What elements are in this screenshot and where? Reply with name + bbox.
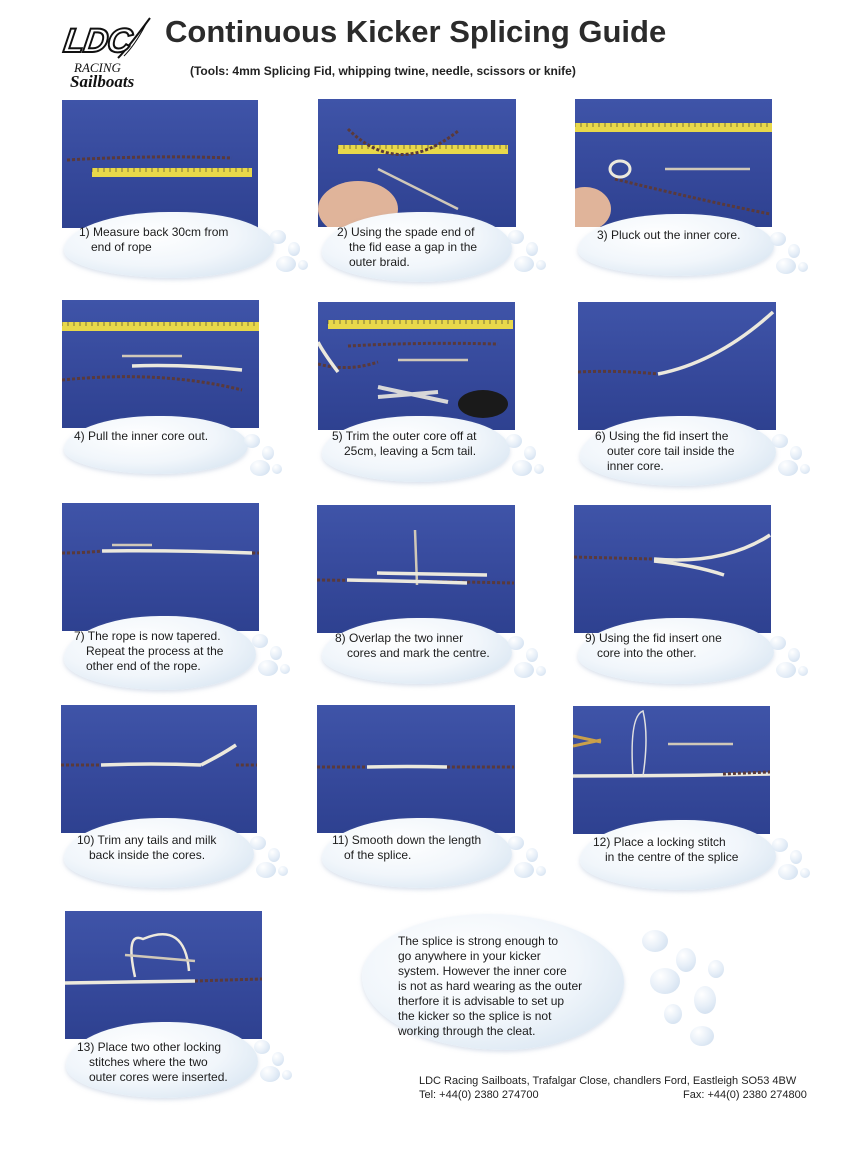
step-photo xyxy=(62,300,259,428)
droplet xyxy=(254,1040,270,1054)
caption-line: other end of the rope. xyxy=(86,659,201,673)
note-line: the kicker so the splice is not xyxy=(398,1009,552,1023)
step-photo xyxy=(65,911,262,1039)
caption-line: 6) Using the fid insert the xyxy=(595,429,729,443)
droplet xyxy=(282,1070,292,1080)
caption-line: 1) Measure back 30cm from xyxy=(79,225,229,239)
droplet xyxy=(536,260,546,270)
step-photo-icon xyxy=(575,99,772,227)
droplet xyxy=(526,848,538,862)
step-photo xyxy=(317,505,515,633)
droplet xyxy=(650,968,680,994)
droplet xyxy=(788,648,800,662)
caption-line: Repeat the process at the xyxy=(86,644,224,658)
caption-line: stitches where the two xyxy=(89,1055,208,1069)
droplet xyxy=(694,986,716,1014)
caption-line: in the centre of the splice xyxy=(605,850,739,864)
droplet xyxy=(514,256,534,272)
droplet xyxy=(536,866,546,876)
step-caption xyxy=(332,833,508,863)
step-caption xyxy=(79,225,270,255)
caption-line: 12) Place a locking stitch xyxy=(593,835,726,849)
step-photo xyxy=(318,99,516,227)
step-caption xyxy=(77,1040,254,1085)
step-photo xyxy=(575,99,772,227)
droplet xyxy=(260,1066,280,1082)
caption-line: inner core. xyxy=(607,459,664,473)
tools-list: (Tools: 4mm Splicing Fid, whipping twine, needle, scissors or knife) xyxy=(190,64,576,78)
caption-line: cores and mark the centre. xyxy=(347,646,490,660)
caption-line: of the splice. xyxy=(344,848,412,862)
caption-line: 8) Overlap the two inner xyxy=(335,631,464,645)
caption-line: outer core tail inside the xyxy=(607,444,735,458)
page-title: Continuous Kicker Splicing Guide xyxy=(165,14,667,49)
caption-line: the fid ease a gap in the xyxy=(349,240,478,254)
step-caption xyxy=(74,629,252,674)
step-caption xyxy=(332,429,506,459)
step-photo xyxy=(574,505,771,633)
droplet xyxy=(244,434,260,448)
step-photo xyxy=(318,302,515,430)
droplet xyxy=(536,666,546,676)
step-photo-icon xyxy=(61,705,257,833)
droplet xyxy=(798,666,808,676)
step-photo xyxy=(578,302,776,430)
droplet xyxy=(514,862,534,878)
droplet xyxy=(800,464,810,474)
logo-racing-text: RACING xyxy=(74,60,121,75)
caption-line: 9) Using the fid insert one xyxy=(585,631,722,645)
step-caption xyxy=(585,631,770,661)
caption-line: end of rope xyxy=(91,240,152,254)
droplet xyxy=(772,838,788,852)
droplet xyxy=(770,636,786,650)
step-photo-icon xyxy=(62,503,259,631)
caption-line: 25cm, leaving a 5cm tail. xyxy=(344,444,477,458)
droplet xyxy=(772,434,788,448)
droplet xyxy=(280,664,290,674)
droplet xyxy=(776,258,796,274)
note-line: go anywhere in your kicker xyxy=(398,949,541,963)
droplet xyxy=(276,256,296,272)
droplet xyxy=(298,260,308,270)
step-photo xyxy=(573,706,770,834)
caption-line: 4) Pull the inner core out. xyxy=(74,429,209,443)
step-photo-icon xyxy=(573,706,770,834)
note-text xyxy=(398,934,598,1039)
step-caption xyxy=(77,833,250,863)
step-photo xyxy=(62,100,258,228)
droplet xyxy=(788,244,800,258)
droplet xyxy=(508,230,524,244)
caption-line: 3) Pluck out the inner core. xyxy=(597,228,741,242)
droplet xyxy=(262,446,274,460)
droplet xyxy=(288,242,300,256)
logo-ldc-text: LDC xyxy=(61,22,134,60)
footer-tel: Tel: +44(0) 2380 274700 xyxy=(419,1089,539,1101)
droplet xyxy=(268,848,280,862)
step-photo-icon xyxy=(65,911,262,1039)
caption-cloud xyxy=(578,214,774,276)
droplet xyxy=(642,930,668,952)
droplet xyxy=(258,660,278,676)
droplet xyxy=(526,648,538,662)
caption-line: 13) Place two other locking xyxy=(77,1040,222,1054)
step-photo-icon xyxy=(318,302,515,430)
droplet xyxy=(770,232,786,246)
droplet xyxy=(508,636,524,650)
note-bubble xyxy=(362,914,624,1050)
note-line: The splice is strong enough to xyxy=(398,934,559,948)
droplet xyxy=(800,868,810,878)
note-line: system. However the inner core xyxy=(398,964,567,978)
caption-line: 10) Trim any tails and milk xyxy=(77,833,217,847)
footer-address: LDC Racing Sailboats, Trafalgar Close, chandlers Ford, Eastleigh SO53 4BW xyxy=(419,1075,797,1087)
droplet xyxy=(778,460,798,476)
droplet xyxy=(250,460,270,476)
step-photo-icon xyxy=(318,99,516,227)
droplet xyxy=(272,1052,284,1066)
droplet xyxy=(690,1026,714,1046)
caption-cloud xyxy=(64,416,248,474)
droplet xyxy=(506,434,522,448)
droplet xyxy=(514,662,534,678)
droplet xyxy=(676,948,696,972)
step-photo-icon xyxy=(578,302,776,430)
note-line: therfore it is advisable to set up xyxy=(398,994,565,1008)
droplet xyxy=(250,836,266,850)
droplet xyxy=(524,446,536,460)
caption-line: 11) Smooth down the length xyxy=(332,833,482,847)
droplet xyxy=(708,960,724,978)
droplet xyxy=(790,446,802,460)
step-photo-icon xyxy=(317,705,515,833)
step-caption xyxy=(74,429,244,444)
caption-line: 7) The rope is now tapered. xyxy=(74,629,221,643)
step-photo xyxy=(317,705,515,833)
step-photo-icon xyxy=(62,300,259,428)
step-caption xyxy=(335,631,508,661)
caption-line: back inside the cores. xyxy=(89,848,206,862)
droplet xyxy=(512,460,532,476)
droplet xyxy=(270,646,282,660)
note-line: is not as hard wearing as the outer xyxy=(398,979,583,993)
droplet xyxy=(776,662,796,678)
caption-line: core into the other. xyxy=(597,646,697,660)
droplet xyxy=(778,864,798,880)
logo-sailboats-text: Sailboats xyxy=(70,72,135,91)
step-photo xyxy=(62,503,259,631)
droplet xyxy=(526,242,538,256)
droplet xyxy=(278,866,288,876)
droplet xyxy=(256,862,276,878)
caption-line: 5) Trim the outer core off at xyxy=(332,429,477,443)
step-photo xyxy=(61,705,257,833)
droplet xyxy=(508,836,524,850)
footer-fax: Fax: +44(0) 2380 274800 xyxy=(683,1089,807,1101)
droplet xyxy=(534,464,544,474)
step-caption xyxy=(337,225,508,270)
caption-line: 2) Using the spade end of xyxy=(337,225,475,239)
step-caption xyxy=(595,429,772,474)
caption-line: outer cores were inserted. xyxy=(89,1070,228,1084)
droplet xyxy=(664,1004,682,1024)
droplet xyxy=(798,262,808,272)
droplet xyxy=(270,230,286,244)
step-photo-icon xyxy=(62,100,258,228)
step-caption xyxy=(597,228,770,243)
ldc-logo xyxy=(58,14,158,94)
droplet xyxy=(272,464,282,474)
step-photo-icon xyxy=(317,505,515,633)
droplet xyxy=(252,634,268,648)
note-line: working through the cleat. xyxy=(398,1024,536,1038)
step-caption xyxy=(593,835,772,865)
droplet xyxy=(790,850,802,864)
caption-line: outer braid. xyxy=(349,255,410,269)
step-photo-icon xyxy=(574,505,771,633)
